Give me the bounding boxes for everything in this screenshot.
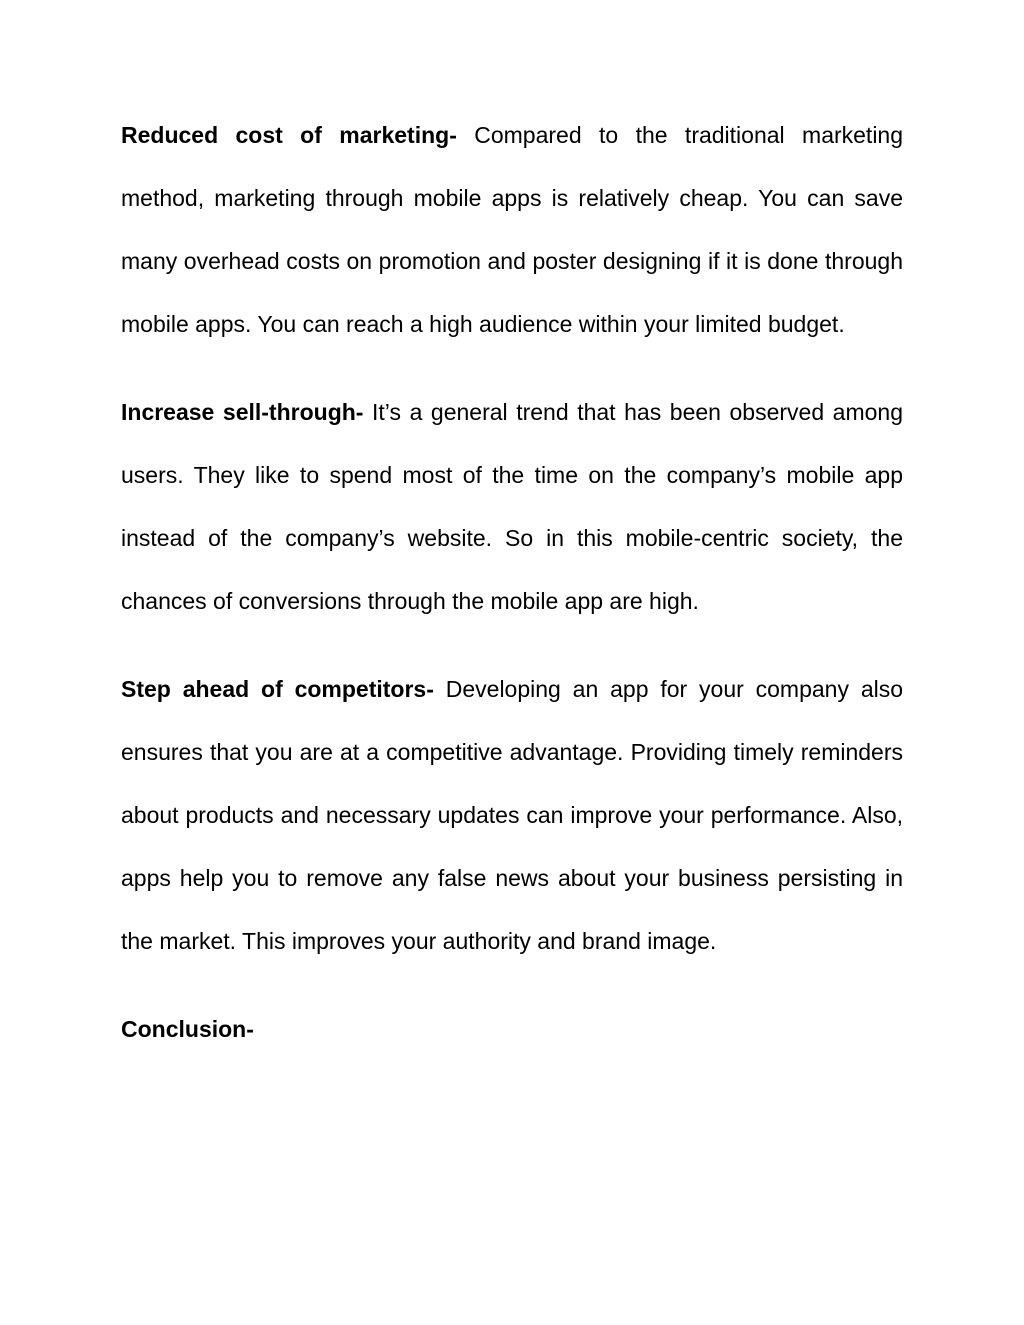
paragraph-sell-through [121,381,903,633]
paragraph-body: It’s a general trend that has been observed among users. They like to spend most of the time on the company’s mobile app instead of the company’s website. So in this mobile-centric society, the chances of conversions through the mobile app are high. [121,399,904,614]
paragraph-reduced-cost [121,104,903,356]
paragraph-body: Developing an app for your company also ensures that you are at a competitive advantage. Providing timely reminders about products and necessary updates can improve your performance. Also, apps help you to remove any false news about your business persisting in the market. This improves your authority and brand image. [121,676,904,954]
section-heading-conclusion: Conclusion- [121,1016,254,1042]
paragraph-conclusion [121,998,903,1061]
paragraph-body: Compared to the traditional marketing method, marketing through mobile apps is relatively cheap. You can save many overhead costs on promotion and poster designing if it is done through mobile apps. You can reach a high audience within your limited budget. [121,122,904,337]
paragraph-heading: Reduced cost of marketing- [121,122,457,148]
paragraph-heading: Increase sell-through- [121,399,364,425]
document-page [121,104,903,1061]
paragraph-competitors [121,658,903,973]
paragraph-heading: Step ahead of competitors- [121,676,434,702]
